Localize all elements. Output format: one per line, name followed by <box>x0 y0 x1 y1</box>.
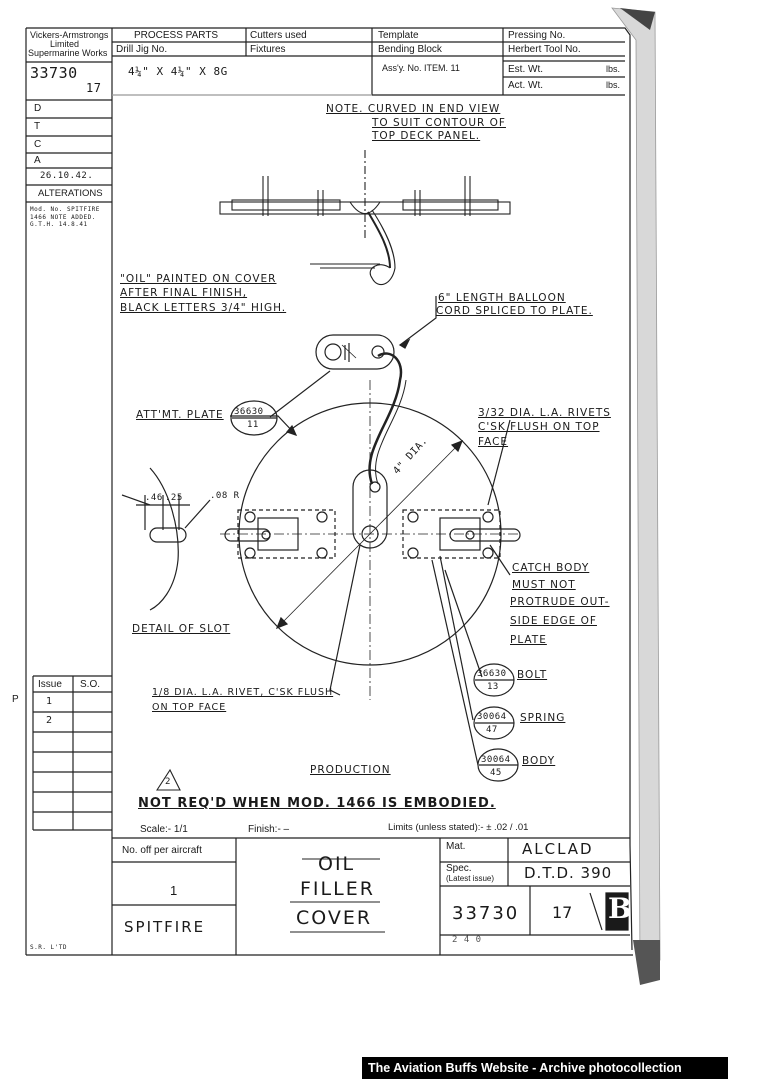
torn-edge-shadow <box>612 8 660 975</box>
slot-detail-arc <box>150 468 178 610</box>
issue-mark: 2 <box>165 777 171 787</box>
company-name-line1: Vickers-Armstrongs <box>30 30 109 40</box>
title-line1: OIL <box>318 853 356 875</box>
no-off-label: No. off per aircraft <box>122 845 202 856</box>
drill-jig-label: Drill Jig No. <box>116 44 168 55</box>
production-label: PRODUCTION <box>310 764 391 776</box>
issue-1: 1 <box>46 696 53 707</box>
edge-view <box>220 150 510 285</box>
spring-ref-b: 47 <box>486 725 498 735</box>
slot-dim-radius: .08 R <box>210 491 240 501</box>
company-name-line2: Limited <box>50 39 80 49</box>
template-label: Template <box>378 30 419 41</box>
issue-2: 2 <box>46 715 53 726</box>
drawing-number-top: 33730 <box>30 64 78 82</box>
note-oil-line3: BLACK LETTERS 3/4" HIGH. <box>120 302 287 314</box>
note-cord-line2: CORD SPLICED TO PLATE. <box>436 305 593 317</box>
material-value: ALCLAD <box>522 840 594 858</box>
est-wt-label: Est. Wt. <box>508 64 543 75</box>
stock-size: 4¼" X 4¼" X 8G <box>128 65 228 78</box>
note-catch-line2: MUST NOT <box>512 579 576 591</box>
slot-dim-25: .25 <box>165 493 183 503</box>
detail-of-slot-label: DETAIL OF SLOT <box>132 623 231 635</box>
material-label: Mat. <box>446 841 466 852</box>
finish-label: Finish:- – <box>248 824 290 835</box>
act-wt-label: Act. Wt. <box>508 80 543 91</box>
alteration-note: Mod. No. SPITFIRE 1466 NOTE ADDED. G.T.H. 14.8.41 <box>30 206 100 228</box>
left-c: C <box>34 139 42 150</box>
watermark-text: The Aviation Buffs Website - Archive photocollection <box>368 1061 682 1075</box>
so-header: S.O. <box>80 679 101 690</box>
note-catch-line1: CATCH BODY <box>512 562 590 574</box>
issue-header: Issue <box>38 679 62 690</box>
slot-dim-46: .46 <box>145 493 163 503</box>
not-required-note: NOT REQ'D WHEN MOD. 1466 IS EMBODIED. <box>138 796 496 811</box>
attachment-plate-ref-a: 36630 <box>234 407 264 417</box>
qty-value: 1 <box>170 883 178 898</box>
left-d: D <box>34 103 42 114</box>
bolt-label: BOLT <box>517 669 548 681</box>
note-catch-line4: SIDE EDGE OF <box>510 615 597 627</box>
spring-label: SPRING <box>520 712 566 724</box>
note-curved-line1: NOTE. CURVED IN END VIEW <box>326 103 501 115</box>
note-oil-line2: AFTER FINAL FINISH, <box>120 287 248 299</box>
body-ref-b: 45 <box>490 768 502 778</box>
cutters-used-label: Cutters used <box>250 30 307 41</box>
spec-sublabel: (Latest issue) <box>446 874 495 883</box>
note-rivet-flush-line2: ON TOP FACE <box>152 702 227 713</box>
act-lbs-label: lbs. <box>606 80 621 90</box>
est-lbs-label: lbs. <box>606 64 621 74</box>
drawing-number: 33730 <box>452 903 520 924</box>
left-a: A <box>34 155 41 166</box>
herbert-tool-label: Herbert Tool No. <box>508 44 581 55</box>
margin-p: P <box>12 694 19 705</box>
attachment-plate-label: ATT'MT. PLATE <box>136 409 224 421</box>
body-ref-a: 30064 <box>481 755 511 765</box>
note-rivets-line3: FACE <box>478 436 509 448</box>
limits-label: Limits (unless stated):- ± .02 / .01 <box>388 822 529 833</box>
frame-right-edge <box>26 28 632 950</box>
spec-label: Spec. <box>446 863 472 874</box>
bolt-ref-b: 13 <box>487 682 499 692</box>
bolt-ref-a: 36630 <box>477 669 507 679</box>
note-curved-line2: TO SUIT CONTOUR OF <box>372 117 506 129</box>
note-rivets-line1: 3/32 DIA. L.A. RIVETS <box>478 407 611 419</box>
note-cord-line1: 6" LENGTH BALLOON <box>438 292 566 304</box>
process-parts-label: PROCESS PARTS <box>134 30 219 41</box>
note-rivet-flush-line1: 1/8 DIA. L.A. RIVET, C'SK FLUSH <box>152 687 334 698</box>
issue-letter: B <box>608 892 632 925</box>
assy-no-label: Ass'y. No. ITEM. 11 <box>382 63 460 73</box>
diameter-dimension: 4" DIA. <box>391 435 430 477</box>
spec-value: D.T.D. 390 <box>524 864 613 882</box>
company-name-line3: Supermarine Works <box>28 48 108 58</box>
aircraft-name: SPITFIRE <box>124 918 206 936</box>
drawing-sheet-top: 17 <box>86 81 102 95</box>
alterations-label: ALTERATIONS <box>38 188 103 199</box>
fixtures-label: Fixtures <box>250 44 286 55</box>
note-catch-line5: PLATE <box>510 634 547 646</box>
note-oil-line1: "OIL" PAINTED ON COVER <box>120 273 277 285</box>
attachment-plate-ref-b: 11 <box>247 420 259 430</box>
title-line3: COVER <box>296 907 373 929</box>
watermark-banner <box>362 1057 728 1079</box>
left-date: 26.10.42. <box>40 171 94 181</box>
left-t: T <box>34 121 41 132</box>
note-curved-line3: TOP DECK PANEL. <box>372 130 481 142</box>
stamp-mark: 2 4 0 <box>452 935 482 945</box>
note-rivets-line2: C'SK FLUSH ON TOP <box>478 421 600 433</box>
spring-ref-a: 30064 <box>477 712 507 722</box>
sheet-number: 17 <box>552 903 573 922</box>
body-label: BODY <box>522 755 556 767</box>
bending-block-label: Bending Block <box>378 44 442 55</box>
footer-mark: S.R. L'TD <box>30 944 68 951</box>
pressing-no-label: Pressing No. <box>508 30 566 41</box>
scale-label: Scale:- 1/1 <box>140 824 188 835</box>
title-line2: FILLER <box>300 878 375 900</box>
note-catch-line3: PROTRUDE OUT- <box>510 596 610 608</box>
